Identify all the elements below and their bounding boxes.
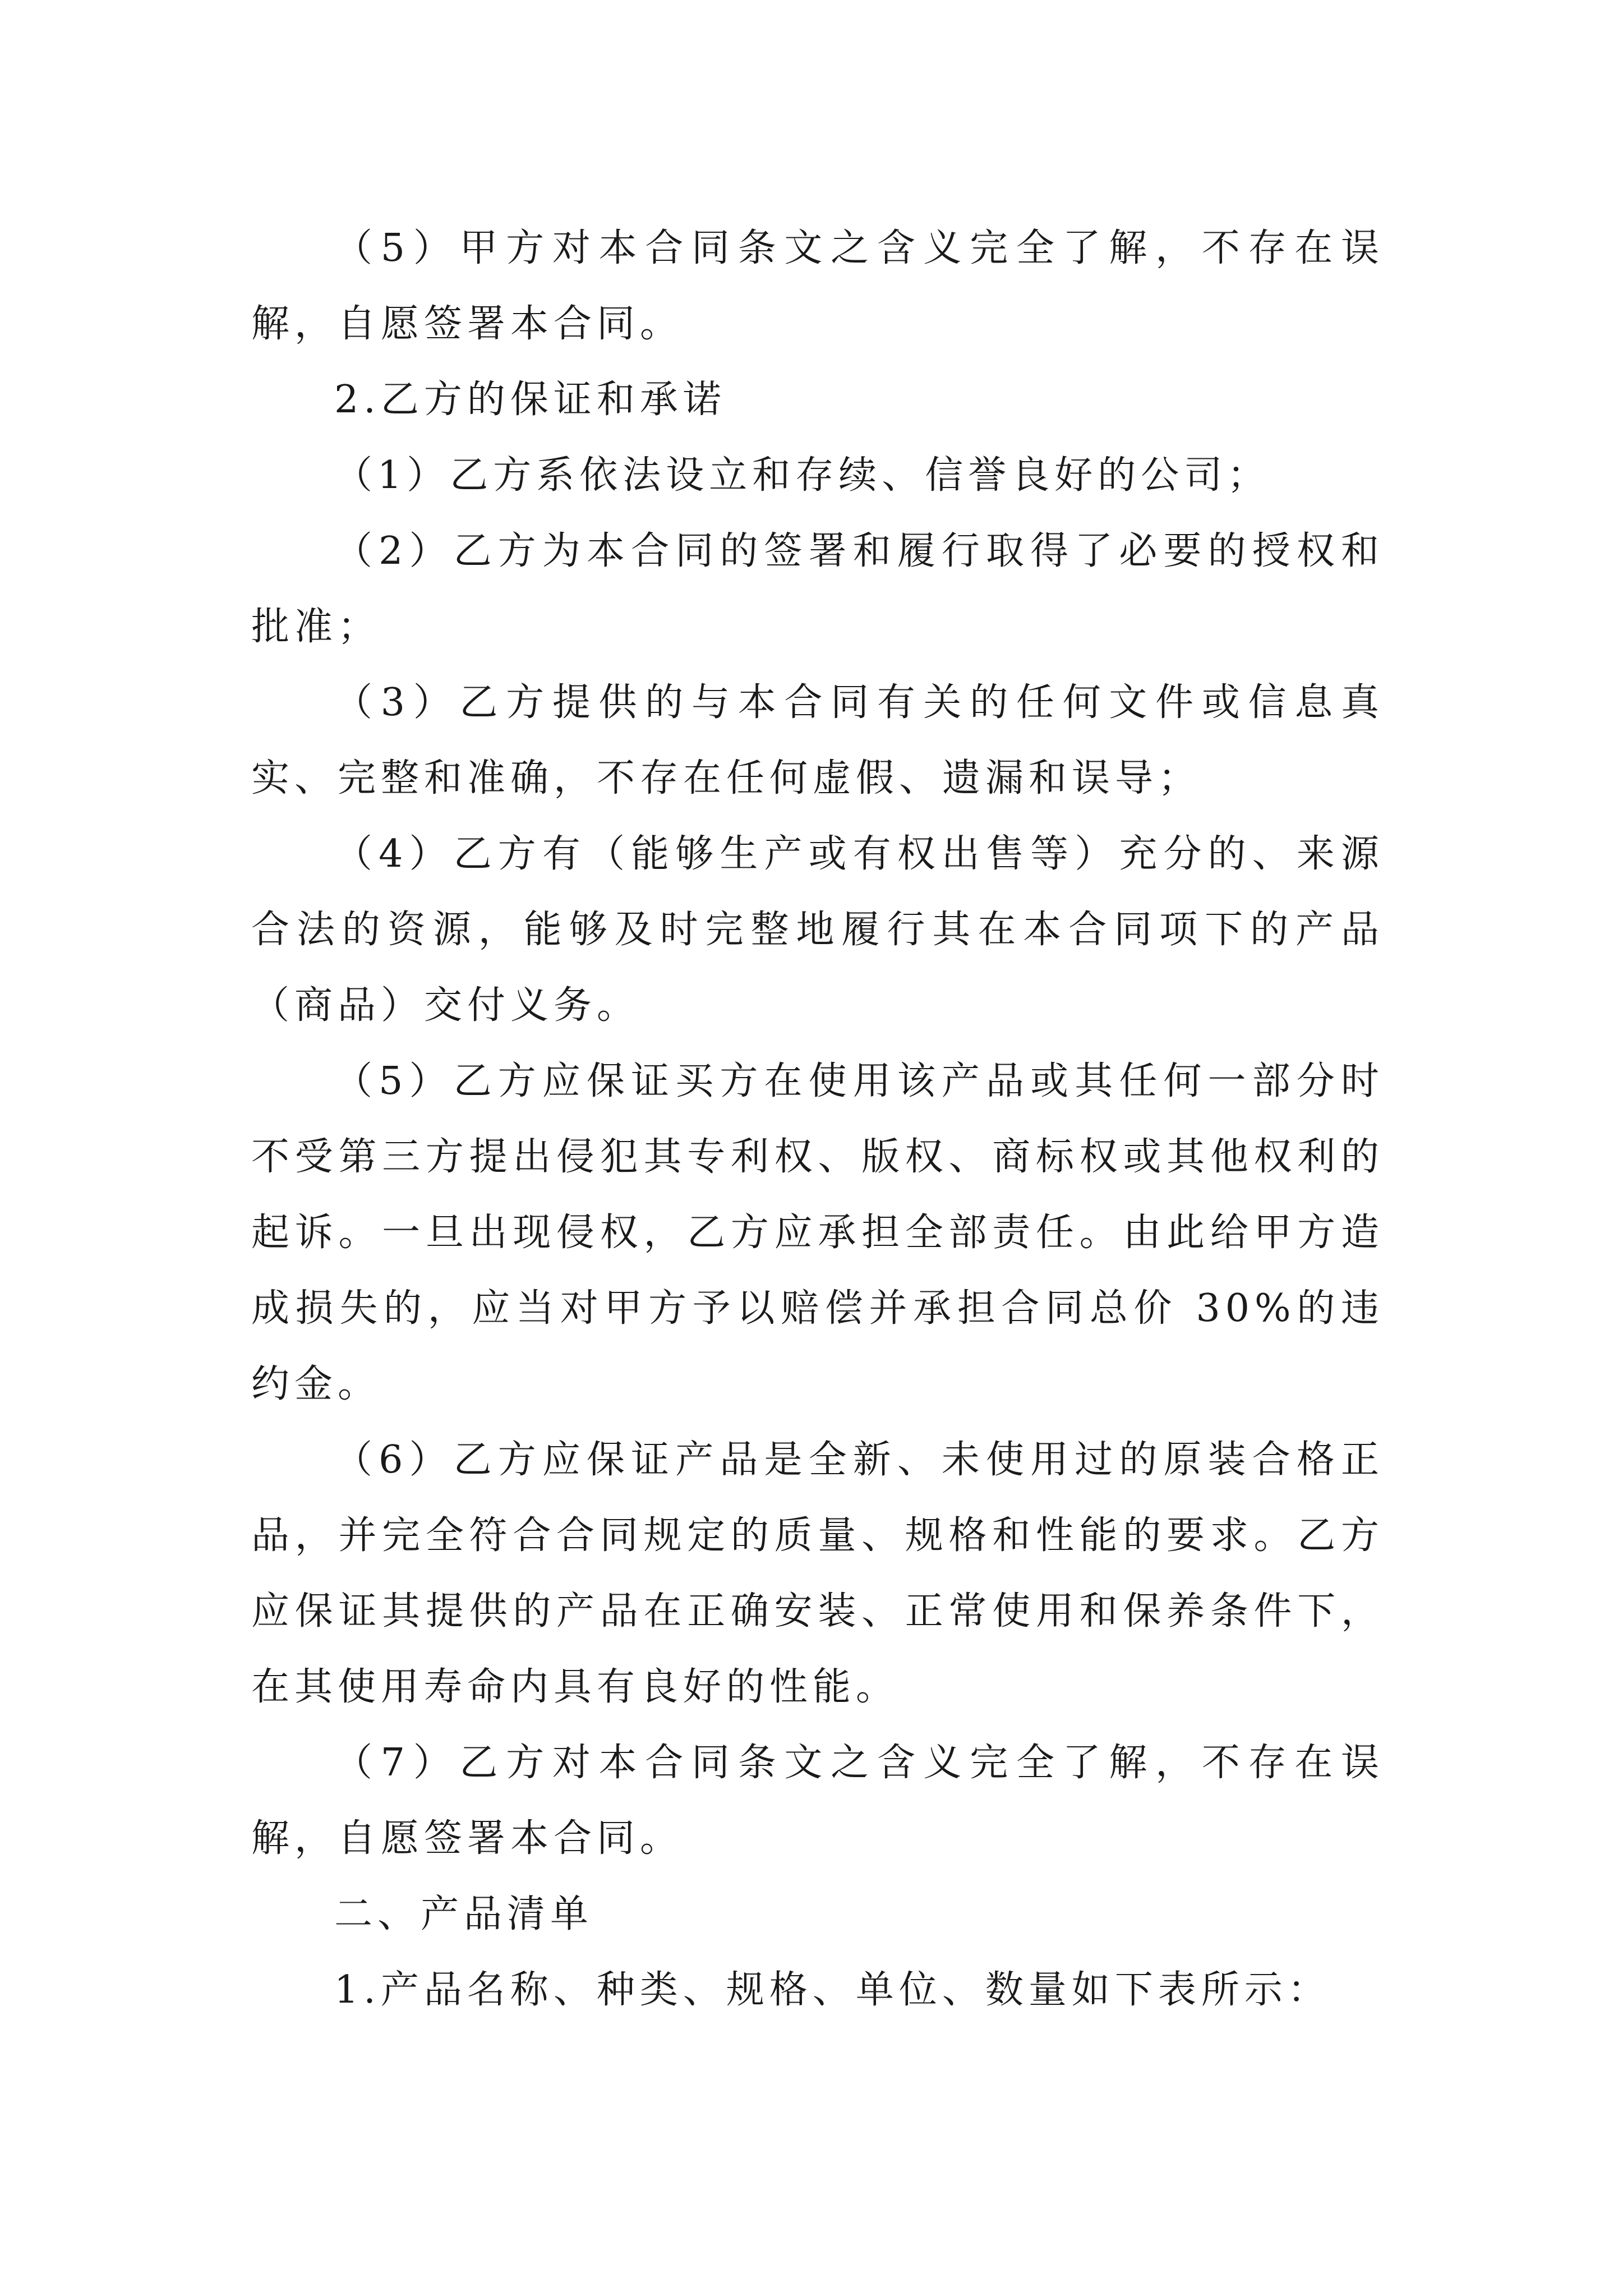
paragraph-product-list-intro: 1.产品名称、种类、规格、单位、数量如下表所示： xyxy=(334,1968,1331,2012)
heading-party-b-guarantees: 2.乙方的保证和承诺 xyxy=(334,378,726,422)
paragraph-party-b-clause-4: （4）乙方有（能够生产或有权出售等）充分的、来源合法的资源，能够及时完整地履行其在本合同项下的产品（商品）交付义务。 xyxy=(251,832,1384,1028)
paragraph-party-b-clause-6: （6）乙方应保证产品是全新、未使用过的原装合格正品，并完全符合合同规定的质量、规格和性能的要求。乙方应保证其提供的产品在正确安装、正常使用和保养条件下，在其使用寿命内具有良好的性能。 xyxy=(251,1438,1384,1709)
document-body xyxy=(251,210,1384,2028)
paragraph-party-a-clause-5: （5）甲方对本合同条文之含义完全了解，不存在误解，自愿签署本合同。 xyxy=(251,226,1384,346)
paragraph-party-b-clause-1: （1）乙方系依法设立和存续、信誉良好的公司； xyxy=(334,453,1271,498)
section-heading-product-list: 二、产品清单 xyxy=(334,1892,594,1936)
paragraph-party-b-clause-3: （3）乙方提供的与本合同有关的任何文件或信息真实、完整和准确，不存在任何虚假、遗漏和误导； xyxy=(251,680,1384,800)
paragraph-party-b-clause-2: （2）乙方为本合同的签署和履行取得了必要的授权和批准； xyxy=(251,529,1384,649)
paragraph-party-b-clause-7: （7）乙方对本合同条文之含义完全了解，不存在误解，自愿签署本合同。 xyxy=(251,1741,1384,1861)
paragraph-party-b-clause-5: （5）乙方应保证买方在使用该产品或其任何一部分时不受第三方提出侵犯其专利权、版权、商标权或其他权利的起诉。一旦出现侵权，乙方应承担全部责任。由此给甲方造成损失的，应当对甲方予以赔偿并承担合同总价 30%的违约金。 xyxy=(251,1059,1384,1406)
